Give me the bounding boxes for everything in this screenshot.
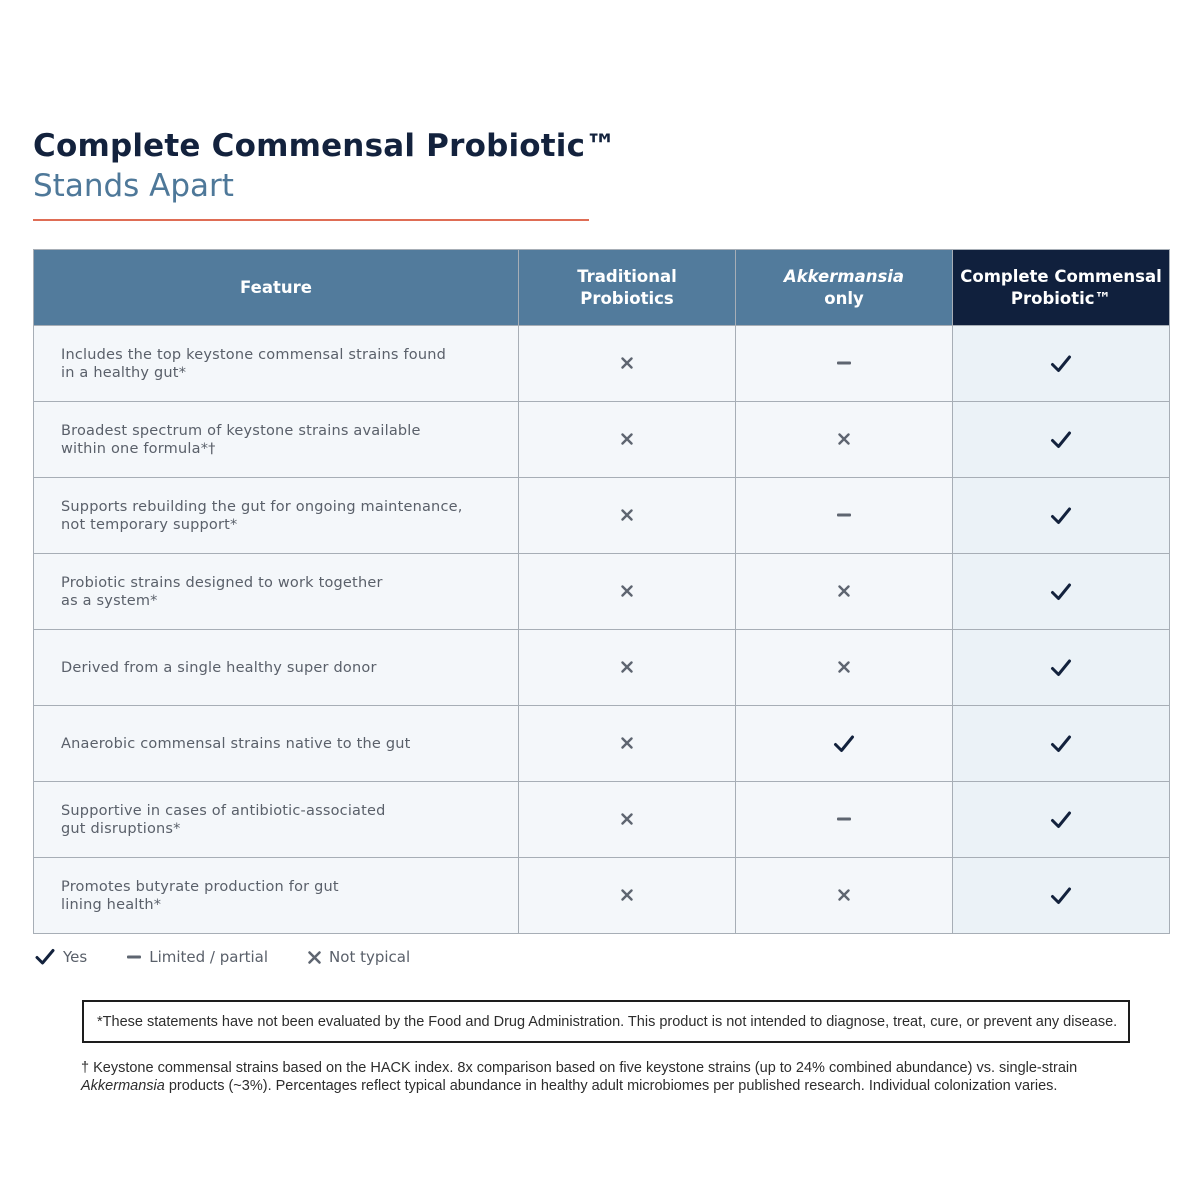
feature-cell	[34, 858, 519, 934]
feature-cell	[34, 478, 519, 554]
table-row	[34, 326, 1170, 402]
cell-akkermansia	[736, 782, 953, 858]
checkmark-icon	[35, 948, 55, 966]
title-line-primary: Complete Commensal Probiotic™	[33, 128, 617, 164]
table-body	[34, 326, 1170, 934]
cell-complete	[953, 630, 1170, 706]
checkmark-icon	[1050, 810, 1072, 830]
legend-item-partial	[127, 948, 268, 966]
cell-complete	[953, 478, 1170, 554]
feature-text: not temporary support*	[61, 516, 238, 533]
comparison-table	[33, 249, 1170, 934]
cell-complete	[953, 402, 1170, 478]
feature-text: Probiotic strains designed to work together	[61, 574, 383, 591]
checkmark-icon	[1050, 658, 1072, 678]
cell-akkermansia	[736, 858, 953, 934]
table-row	[34, 630, 1170, 706]
table-row	[34, 402, 1170, 478]
legend-label-yes: Yes	[63, 948, 88, 966]
cell-traditional	[519, 630, 736, 706]
x-mark-icon	[838, 433, 850, 445]
legend-item-yes	[35, 948, 87, 966]
fda-disclaimer	[82, 1000, 1130, 1043]
feature-text: in a healthy gut*	[61, 364, 187, 381]
column-header-feature	[34, 250, 519, 326]
title-divider	[33, 219, 589, 221]
checkmark-icon	[1050, 886, 1072, 906]
table-header-row	[34, 250, 1170, 326]
cell-complete	[953, 706, 1170, 782]
cell-akkermansia	[736, 478, 953, 554]
column-header-akkermansia	[736, 250, 953, 326]
cell-traditional	[519, 326, 736, 402]
cell-complete	[953, 858, 1170, 934]
x-mark-icon	[621, 357, 633, 369]
feature-cell	[34, 782, 519, 858]
cell-complete	[953, 782, 1170, 858]
column-header-label: Probiotics	[580, 288, 674, 308]
cell-akkermansia	[736, 630, 953, 706]
checkmark-icon	[1050, 506, 1072, 526]
column-header-label: Traditional	[577, 266, 677, 286]
cell-traditional	[519, 402, 736, 478]
feature-text: Derived from a single healthy super donor	[61, 659, 377, 676]
checkmark-icon	[1050, 430, 1072, 450]
feature-text: Anaerobic commensal strains native to the gut	[61, 735, 411, 752]
cell-traditional	[519, 706, 736, 782]
legend-label-not-typical: Not typical	[329, 948, 411, 966]
feature-cell	[34, 402, 519, 478]
x-mark-icon	[838, 889, 850, 901]
feature-text: Supports rebuilding the gut for ongoing maintenance,	[61, 498, 463, 515]
cell-complete	[953, 554, 1170, 630]
table-row	[34, 706, 1170, 782]
checkmark-icon	[833, 734, 855, 754]
cell-complete	[953, 326, 1170, 402]
footnote-line2: products (~3%). Percentages reflect typical abundance in healthy adult microbiomes per published research. Individual colonization varies.	[164, 1078, 1058, 1094]
legend-label-partial: Limited / partial	[149, 948, 269, 966]
feature-cell	[34, 706, 519, 782]
feature-cell	[34, 326, 519, 402]
checkmark-icon	[1050, 582, 1072, 602]
x-mark-icon	[621, 661, 633, 673]
table-row	[34, 858, 1170, 934]
checkmark-icon	[1050, 354, 1072, 374]
x-mark-icon	[621, 585, 633, 597]
dash-icon	[127, 955, 141, 959]
cell-traditional	[519, 554, 736, 630]
x-mark-icon	[621, 509, 633, 521]
column-header-label: Feature	[240, 277, 312, 297]
feature-cell	[34, 554, 519, 630]
table-row	[34, 782, 1170, 858]
cell-traditional	[519, 782, 736, 858]
x-mark-icon	[621, 433, 633, 445]
page-title	[33, 126, 616, 206]
footnote-line1: † Keystone commensal strains based on the HACK index. 8x comparison based on five keystone strains (up to 24% combined abundance) vs. single-strain	[81, 1060, 1078, 1076]
x-mark-icon	[838, 585, 850, 597]
cell-akkermansia	[736, 554, 953, 630]
x-mark-icon	[621, 737, 633, 749]
column-header-label: only	[824, 288, 864, 308]
footnote-italic-term: Akkermansia	[81, 1078, 165, 1094]
cell-akkermansia	[736, 706, 953, 782]
column-header-label: Probiotic™	[1010, 288, 1112, 308]
dash-icon	[837, 361, 851, 365]
disclaimer-text: *These statements have not been evaluated by the Food and Drug Administration. This product is not intended to diagnose, treat, cure, or prevent any disease.	[97, 1013, 1118, 1030]
column-header-label: Complete Commensal	[960, 266, 1162, 286]
table-row	[34, 478, 1170, 554]
feature-text: within one formula*†	[61, 440, 216, 457]
feature-text: Promotes butyrate production for gut	[61, 878, 339, 895]
feature-cell	[34, 630, 519, 706]
cell-traditional	[519, 478, 736, 554]
column-header-complete-commensal	[953, 250, 1170, 326]
table-row	[34, 554, 1170, 630]
feature-text: as a system*	[61, 592, 158, 609]
cell-akkermansia	[736, 402, 953, 478]
column-header-label: Akkermansia	[783, 266, 905, 286]
feature-text: Broadest spectrum of keystone strains available	[61, 422, 421, 439]
cell-akkermansia	[736, 326, 953, 402]
dash-icon	[837, 513, 851, 517]
title-line-secondary: Stands Apart	[33, 168, 234, 204]
x-mark-icon	[308, 951, 321, 964]
x-mark-icon	[621, 889, 633, 901]
x-mark-icon	[838, 661, 850, 673]
feature-text: lining health*	[61, 896, 162, 913]
legend-item-not-typical	[308, 948, 410, 966]
checkmark-icon	[1050, 734, 1072, 754]
feature-text: gut disruptions*	[61, 820, 181, 837]
dash-icon	[837, 817, 851, 821]
column-header-traditional	[519, 250, 736, 326]
feature-text: Supportive in cases of antibiotic-associated	[61, 802, 386, 819]
feature-text: Includes the top keystone commensal strains found	[61, 346, 447, 363]
legend	[35, 944, 410, 970]
cell-traditional	[519, 858, 736, 934]
footnote	[81, 1059, 1131, 1095]
x-mark-icon	[621, 813, 633, 825]
